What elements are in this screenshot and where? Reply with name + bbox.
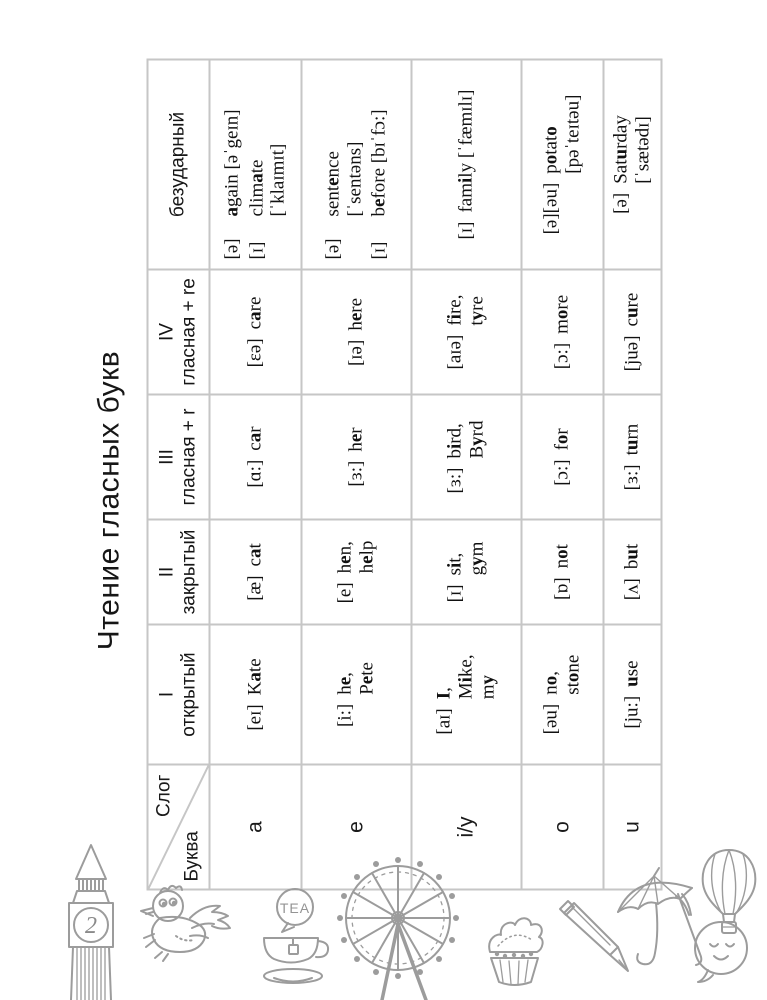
word-example: for xyxy=(551,427,573,450)
pronunciation-entry xyxy=(444,523,488,620)
word-example: again [əˈgeɪn] xyxy=(220,108,242,216)
ipa-transcription: [ɔ:] xyxy=(551,458,573,486)
column-header: IV гласная + re xyxy=(147,269,209,394)
table-row xyxy=(411,59,521,889)
page-title: Чтение гласных букв xyxy=(92,350,125,650)
ipa-transcription: [aɪ] xyxy=(433,707,455,735)
ipa-transcription: [ɑ:] xyxy=(244,459,266,488)
ipa-transcription: [i:] xyxy=(334,703,356,727)
big-ben-icon xyxy=(50,842,132,1000)
table-cell xyxy=(603,624,661,764)
ipa-transcription: [ju:] xyxy=(621,695,643,729)
table-cell xyxy=(301,59,411,269)
word-example: care xyxy=(244,296,266,329)
table-cell xyxy=(209,519,301,624)
ipa-transcription: [eɪ] xyxy=(244,703,266,731)
word-example: fire, tyre xyxy=(444,294,487,326)
table-cell xyxy=(301,519,411,624)
ipa-transcription: [ə] xyxy=(220,237,242,259)
word-example: Kate xyxy=(244,657,266,695)
pronunciation-entry xyxy=(368,63,390,259)
pronunciation-entry xyxy=(621,628,643,760)
ipa-transcription: [ɛə] xyxy=(244,337,266,367)
pronunciation-entry xyxy=(455,63,477,265)
ipa-transcription: [æ] xyxy=(244,574,266,601)
column-header: II закрытый xyxy=(147,519,209,624)
word-example: he, Pete xyxy=(334,661,377,695)
pronunciation-entry xyxy=(444,398,488,515)
pronunciation-entry xyxy=(433,628,499,760)
table-cell xyxy=(603,269,661,394)
ipa-transcription: [ɪ] xyxy=(245,241,267,259)
ipa-transcription: [ɪ] xyxy=(368,241,390,259)
table-cell xyxy=(301,269,411,394)
table-cell xyxy=(411,519,521,624)
ipa-transcription: [əu] xyxy=(540,703,562,734)
ipa-transcription: [ɜ:] xyxy=(621,463,643,490)
table-cell xyxy=(411,624,521,764)
ipa-transcription: [ə] xyxy=(321,237,343,259)
word-example: use xyxy=(621,659,643,687)
word-example: Saturday [ˈsætədɪ] xyxy=(610,114,653,184)
word-example: more xyxy=(551,294,573,334)
table-cell xyxy=(411,59,521,269)
ipa-transcription: [e] xyxy=(334,581,356,603)
tea-bubble-label: TEA xyxy=(279,900,311,916)
table-row xyxy=(603,59,661,889)
pronunciation-entry xyxy=(551,398,573,515)
word-example: climate [ˈklaɪmɪt] xyxy=(245,143,289,216)
corner-label-top: Слог xyxy=(153,774,174,817)
table-row xyxy=(209,59,301,889)
page-number: 2 xyxy=(85,913,97,939)
pronunciation-entry xyxy=(610,63,654,265)
row-letter: e xyxy=(301,764,411,889)
pronunciation-entry xyxy=(244,273,266,390)
table-cell xyxy=(521,519,603,624)
pronunciation-entry xyxy=(540,628,584,760)
ipa-transcription: [ɜ:] xyxy=(345,460,367,487)
word-example: but xyxy=(621,543,643,569)
pronunciation-entry xyxy=(540,63,584,265)
word-example: here xyxy=(345,297,367,331)
teacup-icon xyxy=(248,886,344,994)
row-letter: o xyxy=(521,764,603,889)
ipa-transcription: [ə] xyxy=(610,192,632,214)
column-header: III гласная + r xyxy=(147,394,209,519)
column-header: безударный xyxy=(147,59,209,269)
table-row xyxy=(301,59,411,889)
word-example: her xyxy=(345,426,367,452)
ipa-transcription: [ɜ:] xyxy=(444,467,466,493)
pronunciation-entry xyxy=(551,273,573,390)
pronunciation-entry xyxy=(246,63,290,259)
table-cell xyxy=(603,394,661,519)
word-example: turn xyxy=(621,423,643,455)
cupcake-icon xyxy=(472,906,558,992)
table-cell xyxy=(521,394,603,519)
word-example: bird, Byrd xyxy=(444,420,487,459)
table-cell xyxy=(209,269,301,394)
row-letter: i/y xyxy=(411,764,521,889)
ipa-transcription: [ɪ] xyxy=(444,583,466,602)
ipa-transcription: [ʌ] xyxy=(621,577,643,600)
pronunciation-entry xyxy=(621,523,643,620)
pronunciation-entry xyxy=(244,628,266,760)
table-cell xyxy=(411,269,521,394)
word-example: potato [pəˈteɪtəu] xyxy=(540,94,583,174)
word-example: sentence [ˈsentəns] xyxy=(321,141,365,216)
pronunciation-entry xyxy=(621,398,643,515)
pronunciation-entry xyxy=(334,628,378,760)
table-cell xyxy=(209,394,301,519)
table-cell xyxy=(411,394,521,519)
pronunciation-entry xyxy=(345,398,367,515)
row-letter: u xyxy=(603,764,661,889)
ferris-wheel-icon xyxy=(332,852,472,1000)
word-example: no, stone xyxy=(540,654,583,695)
table-cell xyxy=(521,269,603,394)
pronunciation-entry xyxy=(444,273,488,390)
ipa-transcription: [ɔ:] xyxy=(551,342,573,369)
header-row xyxy=(147,59,209,889)
word-example: sit, gym xyxy=(444,541,487,575)
word-example: I, Mike, my xyxy=(433,653,498,699)
ipa-transcription: [juə] xyxy=(621,334,643,371)
corner-label-bottom: Буква xyxy=(181,830,202,881)
smiley-bubble-icon xyxy=(682,914,760,992)
table-cell xyxy=(301,624,411,764)
table-cell xyxy=(603,59,661,269)
ipa-transcription: [ə][əu] xyxy=(540,182,562,234)
word-example: car xyxy=(244,425,266,451)
table-cell xyxy=(209,59,301,269)
ipa-transcription: [aɪə] xyxy=(444,334,466,369)
ipa-transcription: [ɪə] xyxy=(345,339,367,366)
table-cell xyxy=(521,624,603,764)
table-row xyxy=(521,59,603,889)
table-cell xyxy=(521,59,603,269)
ipa-transcription: [ɒ] xyxy=(551,576,573,600)
column-header: I открытый xyxy=(147,624,209,764)
vowel-reading-table xyxy=(146,58,662,890)
word-example: not xyxy=(551,543,573,568)
pronunciation-entry xyxy=(221,63,243,259)
pronunciation-entry xyxy=(244,523,266,620)
row-letter: a xyxy=(209,764,301,889)
table-cell xyxy=(209,624,301,764)
pronunciation-entry xyxy=(345,273,367,390)
ipa-transcription: [ɪ] xyxy=(455,221,477,239)
pronunciation-entry xyxy=(621,273,643,390)
word-example: cure xyxy=(621,292,643,326)
word-example: family [ˈfæmɪlɪ] xyxy=(455,89,477,213)
pronunciation-entry xyxy=(322,63,366,259)
word-example: cat xyxy=(244,542,266,566)
table-cell xyxy=(301,394,411,519)
pronunciation-entry xyxy=(334,523,378,620)
word-example: hen, help xyxy=(334,540,377,573)
corner-cell xyxy=(147,764,209,889)
bird-icon xyxy=(132,872,244,984)
pronunciation-entry xyxy=(244,398,266,515)
pronunciation-entry xyxy=(551,523,573,620)
word-example: before [bɪˈfɔ:] xyxy=(368,108,390,216)
table-cell xyxy=(603,519,661,624)
